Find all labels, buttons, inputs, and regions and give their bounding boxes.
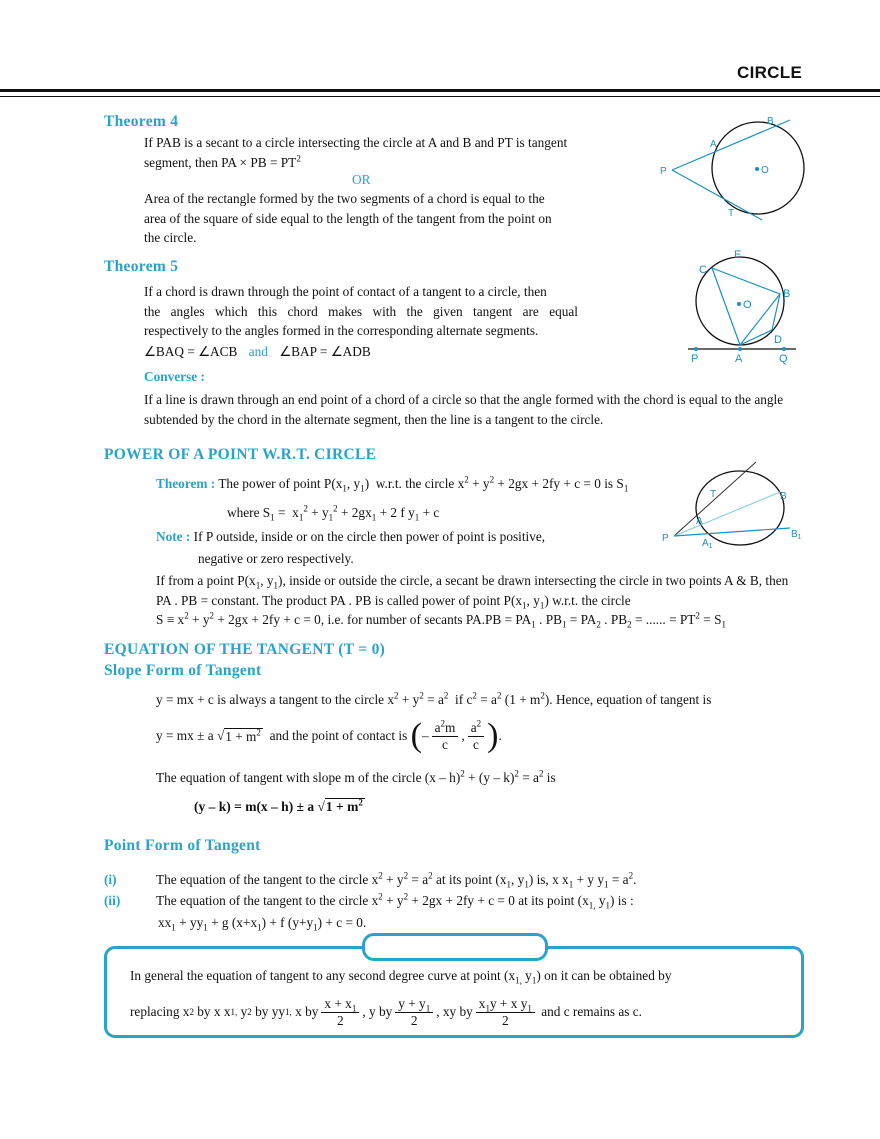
general-l2g: , xy by: [436, 1004, 473, 1020]
slope-s2b: and the point of contact is: [269, 728, 408, 744]
power-theorem-text: The power of point P(x: [218, 476, 343, 491]
power-note: [156, 527, 545, 547]
slope-s2a: y = mx ± a: [156, 728, 214, 744]
point-ii-t3: ) is :: [610, 893, 634, 908]
slope-s1e: (1 + m: [504, 692, 541, 707]
theorem5-equation: [144, 342, 371, 362]
fig1-label-t: T: [728, 208, 735, 219]
general-note-tab: [362, 933, 548, 961]
slope-s4-radical: $1 + m^2$: [325, 797, 363, 814]
slope-contact-rparen: ): [487, 717, 499, 754]
point-ii-t2: + 2gx + 2fy + c = 0 at its point (x: [411, 893, 589, 908]
power-where: where $S_1 = x_1^2 + y_1^2 + 2gx_1 + 2$ f $y_1 + c$: [227, 503, 440, 523]
general-l2a: replacing x: [130, 1004, 190, 1020]
general-frac-x: $\frac{x + x_1}{2}$: [321, 996, 359, 1029]
power-para-line2: PA . PB = constant. The product PA . PB is called power of point $P(x_1$, $y_1$) w.r.t. the circle: [156, 592, 631, 611]
converse-line2: subtended by the chord in the alternate segment, then the line is a tangent to the circle.: [144, 411, 604, 427]
theorem4-area: [144, 189, 578, 248]
fig3-label-b: B: [780, 491, 787, 502]
figure-alternate-segment: [676, 246, 806, 366]
power-p2: PA . PB = constant. The product PA . PB is called power of point P(x: [156, 592, 523, 608]
general-l2c: y: [240, 1004, 248, 1020]
point-ii-text: The equation of the tangent to the circle $x^2 + y^2 + 2gx + 2fy + c = 0$ at its point ($x_{1,}$ $y_1$) is :: [156, 891, 634, 911]
theorem5-eq2: ∠BAP = ∠ADB: [279, 344, 371, 359]
theorem4-area3: the circle.: [144, 230, 197, 245]
power-heading: POWER OF A POINT W.R.T. CIRCLE: [104, 446, 377, 463]
fig2-point-q: [782, 347, 786, 351]
figure-power-of-point: [660, 460, 810, 560]
slope-line2: y = mx ± a √ $1 + m^2$ and the point of contact is ( – $\frac{a^2m}{c}$ , $\frac{a^2}{c}$ ) .: [156, 717, 502, 754]
fig3-label-a1: $A_1$: [702, 538, 713, 550]
converse-line1: If a line is drawn through an end point of a chord of a circle so that the angle formed with the chord is equal to the angle: [144, 392, 784, 407]
fig2-label-b: B: [783, 288, 791, 300]
power-theorem: Theorem : The power of point $P(x_1$, $y_1$) w.r.t. the circle $x^2 + y^2 + 2gx + 2fy + c = 0$ is $S_1$: [156, 474, 629, 494]
tangent-heading: EQUATION OF THE TANGENT (T = 0): [104, 641, 386, 658]
slope-contact-lparen: (: [410, 717, 422, 754]
power-where-eq1: + 2gx: [340, 505, 372, 520]
power-note-line1: If P outside, inside or on the circle then power of point is positive,: [193, 529, 546, 544]
power-p3c: . PB: [539, 612, 562, 627]
point-i-text: The equation of the tangent to the circle $x^2 + y^2 = a^2$ at its point ($x_1$, $y_1$) is, x $x_1 + y$ $y_1 = a^2$.: [156, 870, 637, 890]
theorem4-statement: [144, 133, 578, 172]
power-paragraph: [156, 571, 806, 630]
point-ii-eq2: + yy: [179, 915, 204, 930]
slope-s1b: = a: [427, 692, 444, 707]
power-where-label: where S: [227, 505, 271, 520]
point-i-t5: + y y: [576, 872, 604, 887]
slope-contact-frac2: $\frac{a^2}{c}$: [468, 720, 484, 753]
general-frac-xy: $\frac{x_1y + x y_1}{2}$: [476, 996, 535, 1029]
slope-s3d: is: [546, 770, 556, 785]
theorem5-heading: Theorem 5: [104, 258, 179, 275]
point-ii-equation: $xx_1 + yy_1 + g$ $(x+x_1) + f$ $(y+y_1) + c = 0$.: [158, 915, 367, 933]
theorem4-or: OR: [352, 172, 371, 187]
fig1-label-o: O: [761, 165, 769, 176]
theorem5-line2: the angles which this chord makes with the given tangent are equal: [144, 303, 578, 319]
point-ii-eq1: xx: [158, 915, 172, 930]
point-i-t2: = a: [411, 872, 429, 887]
fig2-label-a: A: [735, 353, 743, 365]
chapter-title: CIRCLE: [737, 63, 803, 82]
theorem4-area1: Area of the rectangle formed by the two segments of a chord is equal to the: [144, 191, 545, 206]
slope-contact-frac1: $\frac{a^2m}{c}$: [432, 720, 459, 753]
theorem4-area2: area of the square of side equal to the length of the tangent from the point on: [144, 210, 552, 226]
fig1-label-a: A: [710, 139, 717, 150]
general-f2d: 2: [410, 1012, 418, 1028]
point-form-heading: Point Form of Tangent: [104, 837, 261, 854]
general-f3n2: y + x y: [489, 995, 528, 1011]
slope-s3c: = a: [522, 770, 539, 785]
slope-s2-radical: $1 + m^2$: [225, 727, 261, 744]
power-para-line3: $S \equiv x^2 + y^2 + 2gx + 2fy + c = 0$, i.e. for number of secants $PA.PB = PA_1$ . $PB_1 = PA_2$ . $PB_2$ = ...... = $PT^2 = S_1$: [156, 610, 726, 630]
fig2-point-p: [694, 347, 698, 351]
figure-secant-tangent: [650, 110, 810, 228]
power-p3e: . PB: [604, 612, 628, 627]
point-i-t3: at its point (x: [435, 872, 507, 887]
converse-text: [144, 390, 804, 429]
power-p3b: + 2gx + 2fy + c = 0, i.e. for number of secants PA.PB = PA: [217, 612, 532, 627]
fig1-secant-line: [672, 120, 790, 170]
general-line1: In general the equation of tangent to any second degree curve at point ($x_{1,}$ $y_1$) on it can be obtained by: [130, 968, 672, 986]
slope-line4: (y – k) = m(x – h) ± a $√1 + m^2$: [194, 797, 363, 814]
point-ii-t1: The equation of the tangent to the circle x: [156, 893, 379, 908]
fig2-label-e: E: [734, 249, 742, 261]
theorem5-and: and: [248, 344, 268, 359]
fig3-label-a: A: [696, 516, 703, 527]
point-ii-label: (ii): [104, 893, 121, 908]
theorem4-line2-text: segment, then PA × PB = PT: [144, 154, 297, 170]
point-i-label: (i): [104, 872, 117, 887]
power-theorem-label: Theorem :: [156, 476, 216, 491]
theorem5-eq1: ∠BAQ = ∠ACB: [144, 344, 238, 359]
fig2-label-d: D: [774, 334, 782, 346]
slope-s4a: (y – k) = m(x – h) ± a: [194, 799, 315, 814]
general-f3d: 2: [501, 1012, 509, 1028]
slope-s2rad: 1 + m: [225, 729, 257, 744]
power-p3: S ≡ x: [156, 612, 185, 627]
general-l2e: x by: [295, 1004, 319, 1020]
slope-s1f: ). Hence, equation of tangent is: [544, 692, 712, 707]
point-i-t4: ) is, x x: [528, 872, 569, 887]
fig3-label-p: P: [662, 533, 669, 544]
slope-line3: The equation of tangent with slope m of the circle $(x - h)^2 + (y - k)^2 = a^2$ is: [156, 768, 556, 785]
slope-line1: y = mx + c is always a tangent to the circle $x^2 + y^2 = a^2$ if $c^2 = a^2$ $(1 + m^2)$. Hence, equation of tangent is: [156, 690, 712, 707]
fig2-point-a: [738, 347, 742, 351]
power-where-eq3: + c: [422, 505, 440, 520]
fig3-label-a1-text: A: [702, 538, 709, 549]
slope-s1: y = mx + c is always a tangent to the circle x: [156, 692, 395, 707]
general-f1d: 2: [337, 1012, 344, 1028]
general-f3n: x: [478, 995, 486, 1011]
converse-label: Converse :: [144, 369, 205, 384]
power-para-line1: If from a point $P(x_1$, $y_1$), inside or outside the circle, a secant be drawn intersecting the circle in two points A & B, then: [156, 573, 789, 591]
power-p1: If from a point P(x: [156, 573, 256, 588]
fig2-label-c: C: [699, 264, 707, 276]
fig2-label-o: O: [743, 299, 752, 311]
slope-s4rad: 1 + m: [325, 799, 359, 814]
general-l2h: and c remains as c.: [541, 1004, 642, 1020]
fig2-center-dot: [737, 302, 741, 306]
slope-s3: The equation of tangent with slope m of the circle (x – h): [156, 770, 461, 785]
power-theorem-eq: + 2gx + 2fy + c = 0 is S: [497, 476, 624, 491]
general-line2: replacing x 2 by x x 1, y 2 by yy 1, x by $\frac{x + x_1}{2}$ , y by $\frac{y + y_1}{2}$ , xy by $\frac{x_1y + x y_1}{2}$ and c remains as c.: [130, 995, 642, 1028]
theorem5-line1: If a chord is drawn through the point of contact of a tangent to a circle, then: [144, 284, 547, 299]
fig2-circle: [696, 257, 784, 345]
power-where-eq2: + 2 f y: [379, 505, 415, 520]
theorem4-line2-sup: 2: [296, 153, 301, 164]
power-p3f: = ...... = PT: [634, 612, 696, 627]
header-rule-thick: [0, 89, 880, 92]
fig1-tangent-line: [672, 170, 762, 220]
power-p1b: ), inside or outside the circle, a secant be drawn intersecting the circle in two points A & B, then: [278, 573, 789, 588]
fig1-label-b: B: [767, 116, 774, 127]
point-ii-eq5: ) + c = 0.: [317, 915, 367, 930]
header-rule-thin: [0, 96, 880, 97]
theorem4-line1: If PAB is a secant to a circle intersecting the circle at A and B and PT is tangent: [144, 135, 568, 150]
power-p3g: = S: [703, 612, 722, 627]
power-p3d: = PA: [569, 612, 597, 627]
point-ii-eq3: + g (x+x: [211, 915, 258, 930]
general-l2b: by x x: [197, 1004, 231, 1020]
power-note-line2: negative or zero respectively.: [198, 551, 354, 566]
point-ii-eq4: ) + f (y+y: [261, 915, 314, 930]
fig2-label-p: P: [691, 353, 699, 365]
general-l2f: , y by: [362, 1004, 393, 1020]
fig3-label-b1: $B_1$: [791, 529, 802, 541]
point-i-t1: The equation of the tangent to the circle x: [156, 872, 379, 887]
general-f2n: y + y: [398, 995, 426, 1011]
fig3-label-t: T: [710, 489, 717, 500]
slope-s3b: + (y – k): [468, 770, 515, 785]
theorem5-line3: respectively to the angles formed in the corresponding alternate segments.: [144, 323, 539, 338]
power-p2b: ) w.r.t. the circle: [544, 592, 631, 608]
power-theorem-tail: w.r.t. the circle x: [375, 476, 465, 491]
fig3-label-b1-text: B: [791, 529, 798, 540]
general-l2d: by yy: [255, 1004, 286, 1020]
fig1-center-dot: [755, 167, 759, 171]
fig2-chord-ad: [740, 330, 772, 345]
general-l1b: ) on it can be obtained by: [536, 968, 672, 983]
point-i-t6: = a: [611, 872, 629, 887]
power-note-label: Note :: [156, 529, 191, 544]
general-f1n: x + x: [324, 995, 352, 1011]
slope-form-heading: Slope Form of Tangent: [104, 662, 262, 679]
slope-s1c: if c: [455, 692, 473, 707]
general-l1: In general the equation of tangent to any second degree curve at point (x: [130, 968, 516, 983]
slope-s1d: = a: [480, 692, 497, 707]
theorem4-heading: Theorem 4: [104, 113, 179, 130]
theorem5-statement: [144, 282, 578, 341]
general-frac-y: $\frac{y + y_1}{2}$: [395, 996, 433, 1029]
fig1-label-p: P: [660, 166, 667, 177]
fig2-label-q: Q: [779, 353, 788, 365]
